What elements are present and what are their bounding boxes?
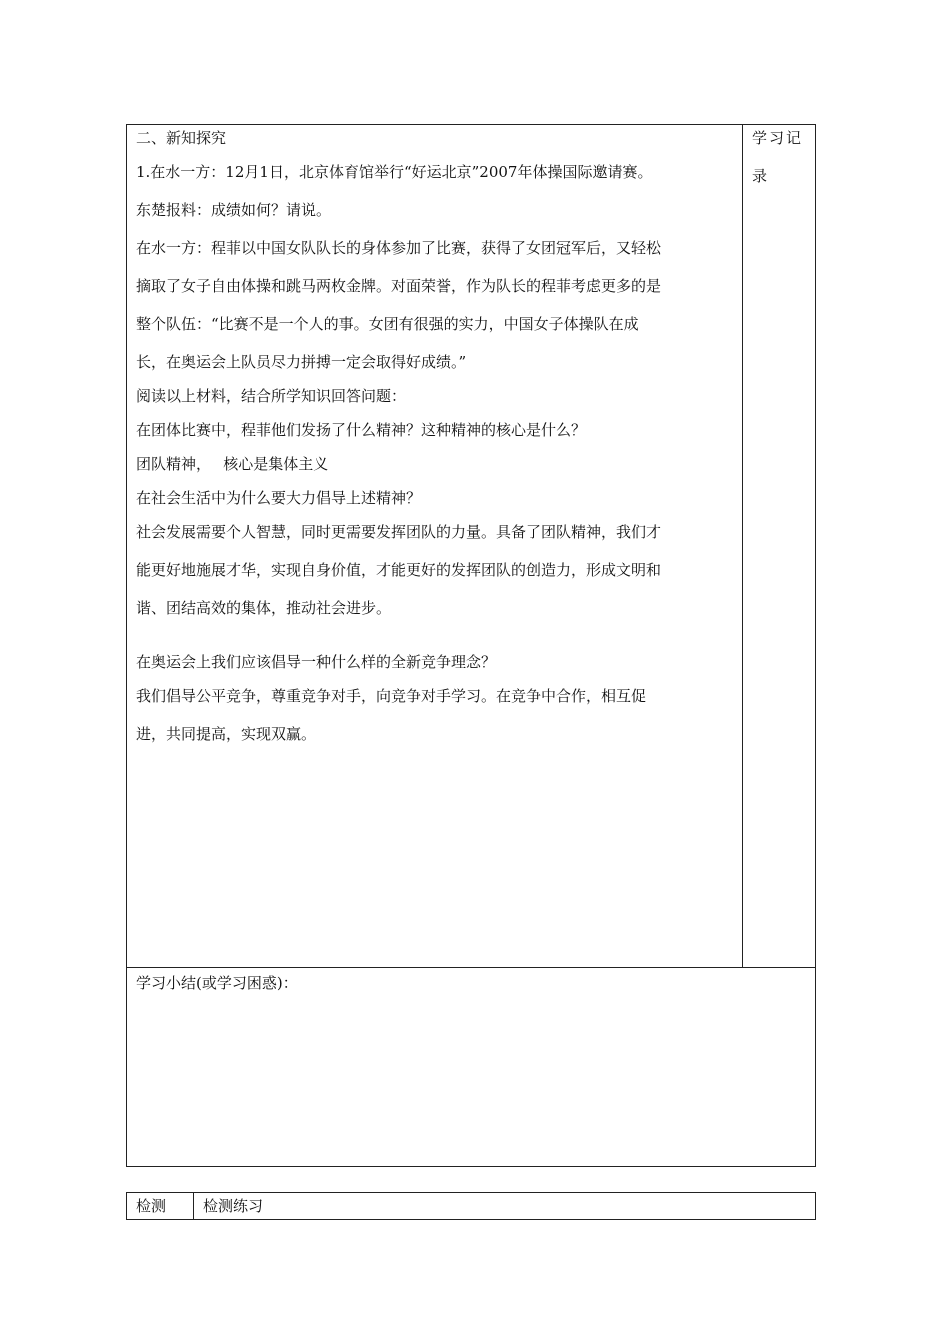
paragraph-line: 整个队伍：“比赛不是一个人的事。女团有很强的实力，中国女子体操队在成: [136, 315, 639, 333]
question-2: 在社会生活中为什么要大力倡导上述精神？: [136, 489, 422, 507]
test-title: 检测练习: [203, 1197, 264, 1215]
study-record-label: 学习记: [752, 129, 804, 147]
answer-3-line: 进，共同提高，实现双赢。: [136, 725, 317, 743]
paragraph-line: 长，在奥运会上队员尽力拼搏一定会取得好成绩。”: [136, 353, 467, 371]
study-record-column: [752, 124, 810, 192]
paragraph-line: 1.在水一方：12月1日，北京体育馆举行“好运北京”2007年体操国际邀请赛。: [136, 163, 653, 181]
paragraph-line: 在水一方：程菲以中国女队队长的身体参加了比赛，获得了女团冠军后，又轻松: [136, 239, 662, 257]
answer-2-line: 社会发展需要个人智慧，同时更需要发挥团队的力量。具备了团队精神，我们才: [136, 523, 662, 541]
answer-2-line: 能更好地施展才华，实现自身价值，才能更好的发挥团队的创造力，形成文明和: [136, 561, 662, 579]
record-column-divider: [742, 124, 743, 968]
section-title: 二、新知探究: [136, 129, 227, 147]
question-prompt: 阅读以上材料，结合所学知识回答问题：: [136, 387, 407, 405]
paragraph-line: 东楚报料：成绩如何？请说。: [136, 201, 332, 219]
test-label: 检测: [136, 1197, 167, 1215]
question-3: 在奥运会上我们应该倡导一种什么样的全新竞争理念？: [136, 653, 497, 671]
test-column-divider: [193, 1192, 194, 1220]
study-summary-label: 学习小结(或学习困惑)：: [136, 974, 298, 992]
study-record-label-end: 录: [752, 167, 768, 185]
new-knowledge-section: [136, 124, 736, 758]
answer-1: 团队精神， 核心是集体主义: [136, 455, 329, 473]
paragraph-line: 摘取了女子自由体操和跳马两枚金牌。对面荣誉，作为队长的程菲考虑更多的是: [136, 277, 662, 295]
question-1: 在团体比赛中，程菲他们发扬了什么精神？这种精神的核心是什么？: [136, 421, 587, 439]
answer-2-line: 谐、团结高效的集体，推动社会进步。: [136, 599, 392, 617]
answer-3-line: 我们倡导公平竞争，尊重竞争对手，向竞争对手学习。在竞争中合作，相互促: [136, 687, 647, 705]
